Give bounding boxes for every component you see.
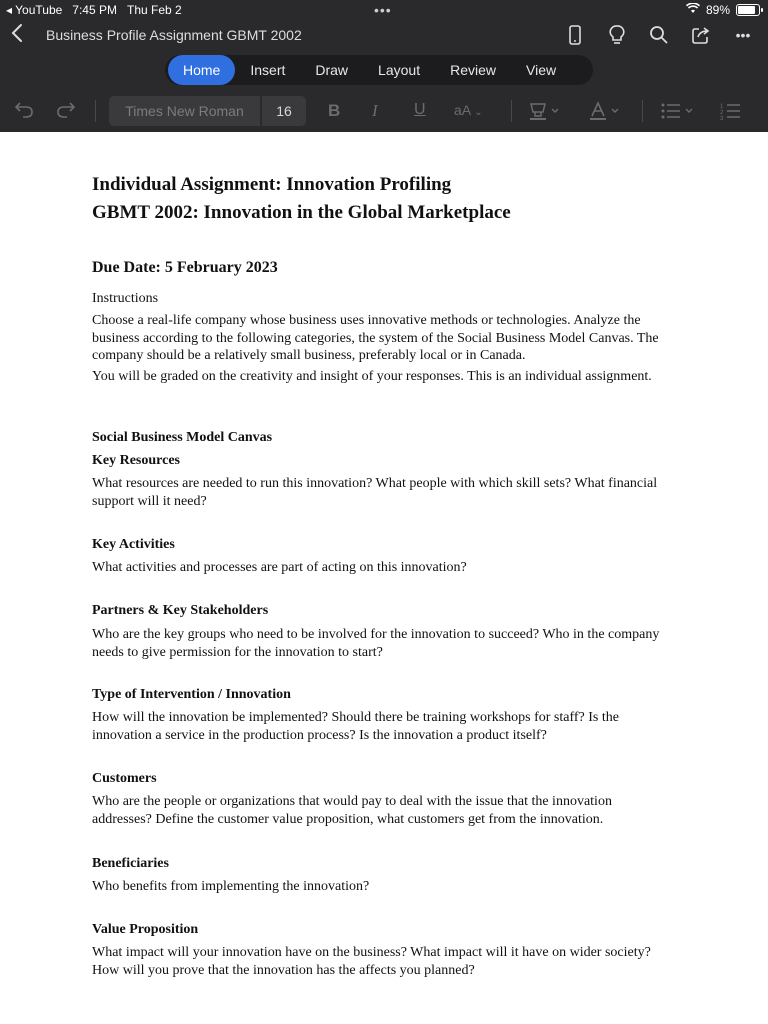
undo-icon[interactable] [14,101,34,124]
font-color-icon[interactable] [588,101,620,126]
italic-button[interactable]: I [372,101,378,120]
text-size-button[interactable]: aA ⌄ [454,102,483,118]
chevron-down-icon: ⌄ [474,107,483,118]
numbered-list-icon[interactable] [720,101,756,126]
section-heading: Key Resources [92,453,180,468]
section-heading: Value Proposition [92,922,199,937]
document-page[interactable] [0,132,768,1024]
back-to-app[interactable]: ◂ YouTube [6,3,63,17]
battery-icon [736,4,760,16]
document-title-line-2: GBMT 2002: Innovation in the Global Marketplace [92,202,511,223]
status-date: Thu Feb 2 [127,3,182,17]
underline-button[interactable]: U [414,101,426,118]
tab-home[interactable]: Home [168,55,235,85]
section-body: Who are the key groups who need to be involved for the innovation to succeed? Who in the company needs to give permission for the innovation to start? [92,627,660,660]
bold-button[interactable]: B [328,101,341,120]
instructions-paragraph-2: You will be graded on the creativity and insight of your responses. This is an individual assignment. [92,369,652,384]
section-heading: Type of Intervention / Innovation [92,687,291,702]
redo-icon[interactable] [56,101,76,124]
document-title[interactable]: Business Profile Assignment GBMT 2002 [46,27,302,43]
ribbon-tab-bar [165,55,593,85]
instructions-paragraph-1: Choose a real-life company whose business uses innovative methods or technologies. Analyze the business according to the following categories, the system of the Social Business Model Canvas. The company should be a relatively small business, preferably local or in Canada. [92,313,659,363]
document-title-line-1: Individual Assignment: Innovation Profiling [92,174,452,195]
battery-percent: 89% [705,3,730,17]
svg-text:1: 1 [720,104,724,110]
canvas-heading: Social Business Model Canvas [92,430,273,445]
section-heading: Key Activities [92,537,175,552]
status-bar [0,0,768,20]
back-chevron-icon[interactable] [10,22,24,51]
section-body: What resources are needed to run this innovation? What people with which skill sets? What financial support will it need? [92,476,658,509]
tab-view[interactable]: View [526,62,557,78]
lightbulb-icon[interactable] [606,24,628,46]
section-heading: Customers [92,771,157,786]
section-body: What impact will your innovation have on the business? What impact will it have on wider society? How will you prove that the innovation has the affects you planned? [92,945,651,978]
font-name-selector[interactable]: Times New Roman [109,96,260,126]
formatting-toolbar [0,92,768,132]
tab-draw[interactable]: Draw [315,62,349,78]
tab-insert[interactable]: Insert [250,62,286,78]
share-icon[interactable] [690,24,712,46]
section-body: What activities and processes are part of acting on this innovation? [92,560,467,575]
section-heading: Partners & Key Stakeholders [92,603,269,618]
font-size-selector[interactable]: 16 [262,96,306,126]
bullet-list-icon[interactable] [660,101,696,126]
section-body: How will the innovation be implemented? Should there be training workshops for staff? Is the innovation a service in the production process? Is the innovation a product itself? [92,710,619,743]
title-bar [0,20,768,52]
highlighter-icon[interactable] [528,101,560,126]
instructions-heading: Instructions [92,291,159,306]
section-heading: Beneficiaries [92,856,169,871]
more-options-icon[interactable]: ••• [735,27,751,43]
due-date: Due Date: 5 February 2023 [92,259,278,276]
svg-text:2: 2 [720,110,724,116]
tab-review[interactable]: Review [450,62,496,78]
status-time: 7:45 PM [72,3,117,17]
search-icon[interactable] [648,24,670,46]
multitasking-dots[interactable]: ••• [374,2,392,18]
tab-layout[interactable]: Layout [378,62,421,78]
phone-view-icon[interactable] [564,24,586,46]
section-body: Who benefits from implementing the innovation? [92,879,370,894]
section-body: Who are the people or organizations that would pay to deal with the issue that the innovation addresses? Define the customer value proposition, what customers get from the innovation. [92,794,612,827]
wifi-icon [686,3,700,17]
svg-text:3: 3 [720,116,724,121]
